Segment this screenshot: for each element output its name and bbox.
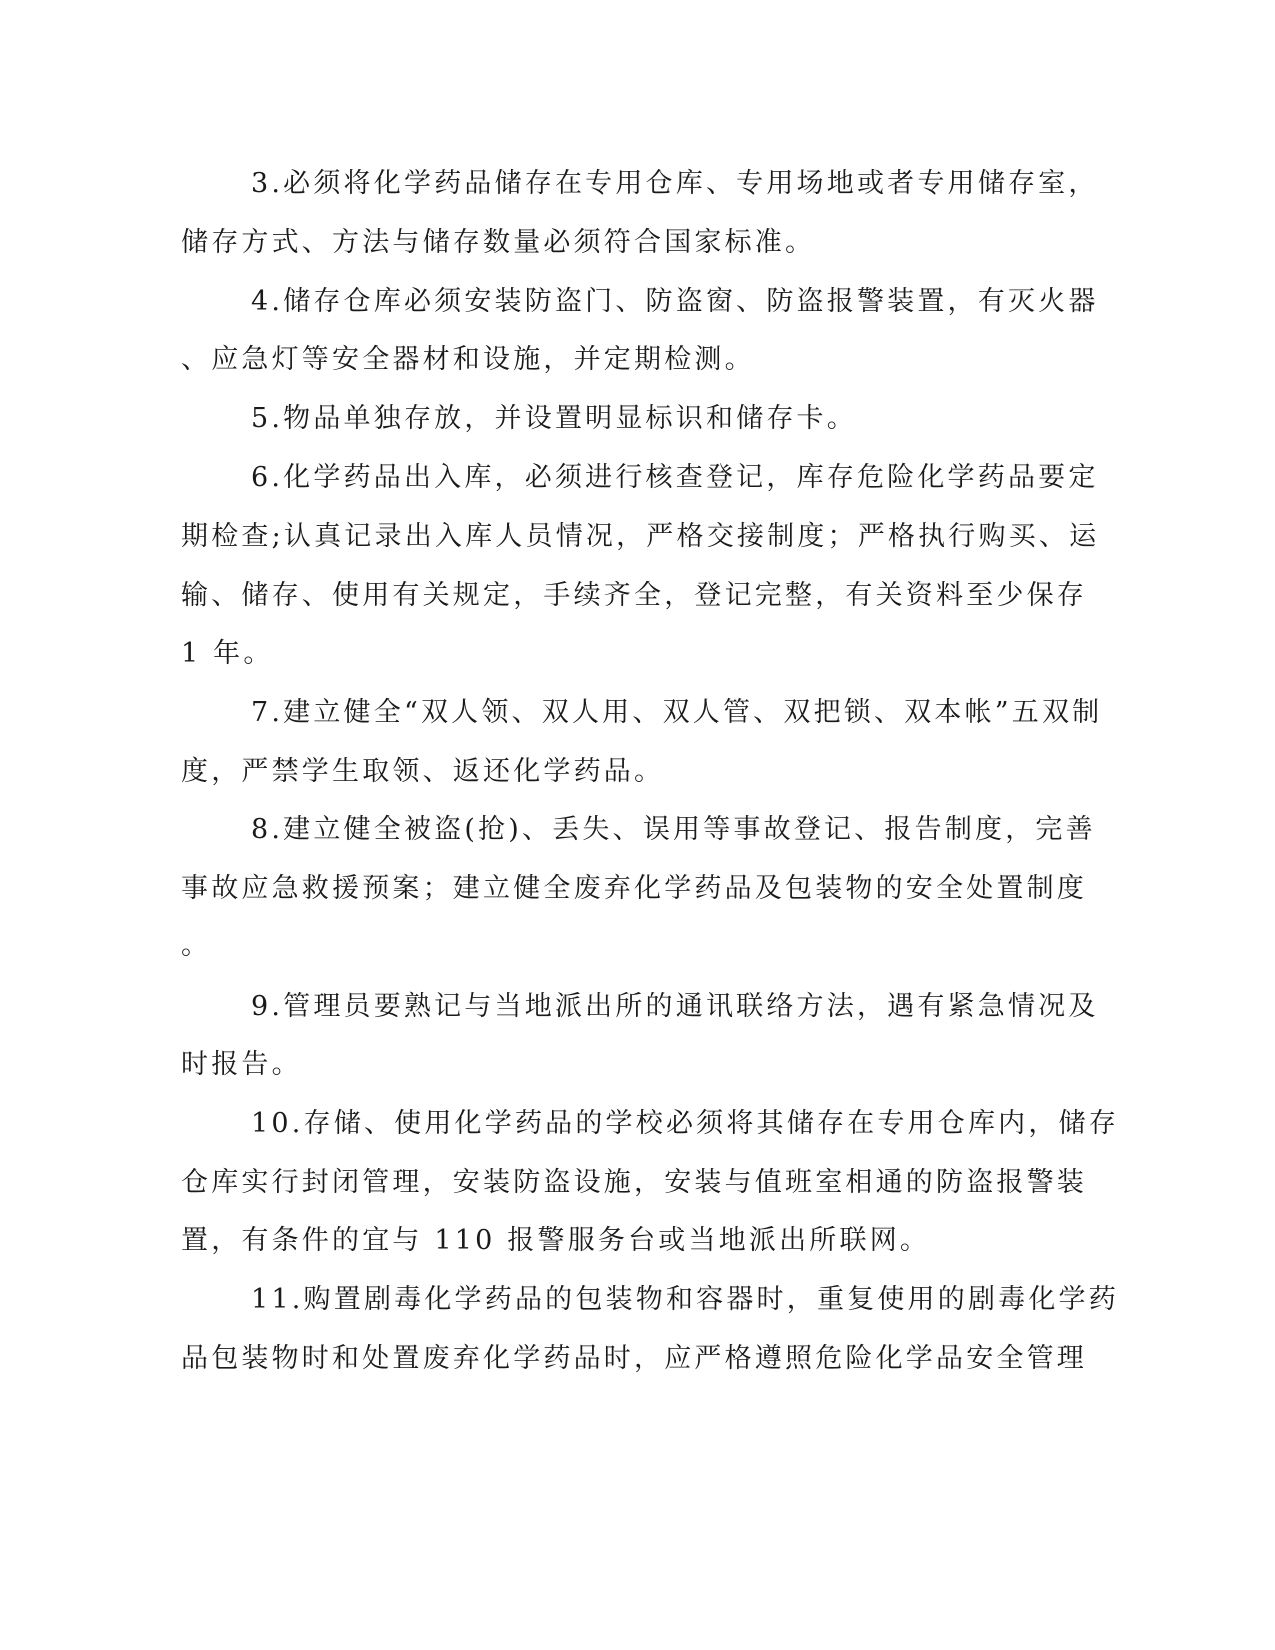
paragraph-7-line-1: 7.建立健全“双人领、双人用、双人管、双把锁、双本帐”五双制 xyxy=(251,697,1103,728)
paragraph-6-line-1: 6.化学药品出入库，必须进行核查登记，库存危险化学药品要定 xyxy=(251,462,1099,493)
paragraph-10-line-3: 置，有条件的宜与 110 报警服务台或当地派出所联网。 xyxy=(181,1225,931,1256)
paragraph-5-line-1: 5.物品单独存放，并设置明显标识和储存卡。 xyxy=(251,403,857,434)
paragraph-9-line-2: 时报告。 xyxy=(181,1049,302,1080)
paragraph-11-line-1: 11.购置剧毒化学药品的包装物和容器时，重复使用的剧毒化学药 xyxy=(251,1284,1119,1315)
paragraph-11-line-2: 品包装物时和处置废弃化学药品时，应严格遵照危险化学品安全管理 xyxy=(181,1343,1087,1374)
paragraph-9-line-1: 9.管理员要熟记与当地派出所的通讯联络方法，遇有紧急情况及 xyxy=(251,991,1099,1022)
paragraph-8-line-2: 事故应急救援预案；建立健全废弃化学药品及包装物的安全处置制度 xyxy=(181,873,1087,904)
paragraph-8-line-1: 8.建立健全被盗(抢)、丢失、误用等事故登记、报告制度，完善 xyxy=(251,814,1096,845)
paragraph-3-line-1: 3.必须将化学药品储存在专用仓库、专用场地或者专用储存室， xyxy=(251,168,1099,199)
paragraph-6-line-4: 1 年。 xyxy=(181,638,274,669)
paragraph-4-line-1: 4.储存仓库必须安装防盗门、防盗窗、防盗报警装置，有灭火器 xyxy=(251,286,1099,317)
paragraph-10-line-1: 10.存储、使用化学药品的学校必须将其储存在专用仓库内，储存 xyxy=(251,1108,1119,1139)
paragraph-8-line-3: 。 xyxy=(181,930,212,961)
paragraph-6-line-2: 期检查;认真记录出入库人员情况，严格交接制度；严格执行购买、运 xyxy=(181,521,1100,552)
paragraph-7-line-2: 度，严禁学生取领、返还化学药品。 xyxy=(181,756,665,787)
paragraph-4-line-2: 、应急灯等安全器材和设施，并定期检测。 xyxy=(181,344,755,375)
paragraph-3-line-2: 储存方式、方法与储存数量必须符合国家标准。 xyxy=(181,227,816,258)
paragraph-10-line-2: 仓库实行封闭管理，安装防盗设施，安装与值班室相通的防盗报警装 xyxy=(181,1167,1087,1198)
paragraph-6-line-3: 输、储存、使用有关规定，手续齐全，登记完整，有关资料至少保存 xyxy=(181,580,1087,611)
